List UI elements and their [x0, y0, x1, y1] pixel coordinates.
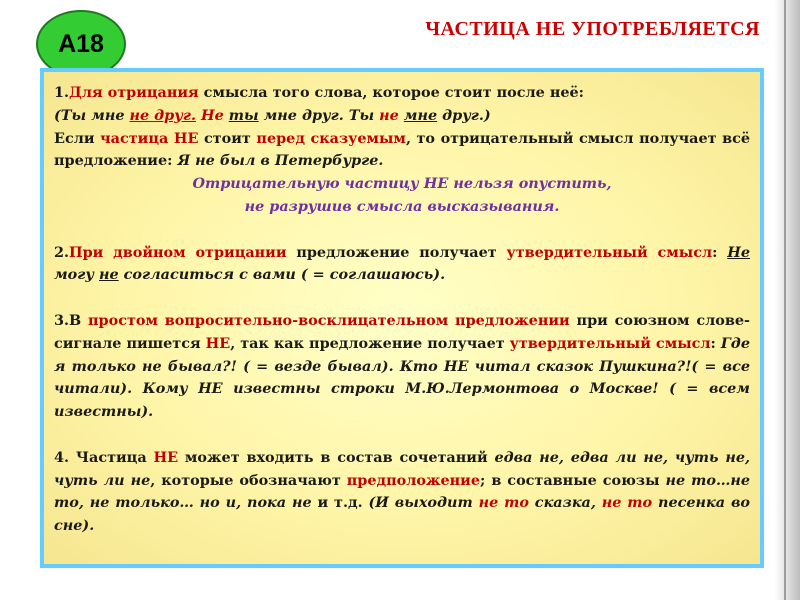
rule-paragraph: [54, 196, 750, 219]
text-run: не то…не то, не только… но и,: [54, 471, 750, 512]
text-run: :: [710, 334, 721, 352]
text-run: НЕ: [205, 334, 231, 352]
task-badge-label: А18: [58, 29, 104, 58]
text-run: утвердительный смысл: [509, 334, 711, 352]
rule-paragraph: [54, 242, 750, 288]
text-run: едва не, едва ли не, чуть не, чуть ли не: [54, 448, 750, 489]
text-run: , то отрицательный смысл получает всё предложение:: [54, 129, 751, 170]
slide-edge-decoration: [774, 0, 800, 600]
text-run: 3.В: [54, 311, 88, 329]
text-run: песенка во сне).: [54, 494, 750, 535]
rule-paragraph: [54, 310, 750, 424]
text-run: простом вопросительно-восклицательном предложении: [88, 311, 570, 329]
text-run: пока не: [246, 494, 312, 512]
text-run: Кто НЕ читал сказок Пушкина?!( = все читали). Кому НЕ известны строки М.Ю.Лермонтова о Москве! ( = всем известны).: [54, 357, 751, 421]
text-run: (И выходит: [368, 494, 479, 512]
text-run: могу: [54, 266, 99, 284]
paragraph-spacer: [54, 219, 750, 242]
text-run: предположение: [346, 471, 481, 489]
text-run: не: [99, 266, 119, 284]
text-run: ты: [228, 106, 259, 124]
text-run: :: [712, 243, 728, 261]
paragraph-spacer: [54, 424, 750, 447]
text-run: Если: [54, 129, 101, 147]
text-run: Для отрицания: [69, 84, 199, 101]
rules-panel: [40, 68, 764, 568]
text-run: Где я только не бывал?! ( = везде бывал).: [54, 334, 750, 375]
text-run: не разрушив смысла высказывания.: [244, 197, 560, 215]
text-run: перед сказуемым: [256, 129, 406, 147]
text-run: мне: [403, 106, 438, 124]
text-run: стоит: [198, 129, 257, 147]
paragraph-spacer: [54, 287, 750, 310]
text-run: , которые обозначают: [150, 471, 347, 489]
text-run: при союзном слове-сигнале пишется: [54, 311, 750, 352]
rule-paragraph: [54, 128, 750, 174]
text-run: НЕ: [153, 448, 179, 466]
text-run: Не: [727, 243, 750, 261]
rule-paragraph: [54, 173, 750, 196]
text-run: 2.: [54, 243, 70, 261]
text-run: Отрицательную частицу НЕ нельзя опустить,: [192, 175, 612, 193]
text-run: друг.): [437, 106, 491, 124]
slide-edge-line: [784, 0, 786, 600]
text-run: не: [379, 106, 404, 124]
text-run: может входить в состав сочетаний: [178, 448, 495, 466]
rule-paragraph: [54, 447, 750, 538]
text-run: ; в составные союзы: [480, 471, 666, 489]
text-run: Я не был в Петербурге.: [177, 152, 384, 170]
rule-paragraph: [54, 82, 750, 105]
rule-paragraph: [54, 105, 750, 128]
text-run: мне друг. Ты: [258, 106, 380, 124]
text-run: не друг.: [129, 106, 196, 124]
text-run: 4. Частица: [54, 448, 154, 466]
text-run: (Ты мне: [54, 106, 130, 124]
text-run: , так как предложение получает: [230, 334, 510, 352]
text-run: сказка,: [528, 494, 602, 512]
text-run: утвердительный смысл: [506, 243, 713, 261]
text-run: При двойном отрицании: [69, 243, 287, 261]
text-run: частица НЕ: [100, 129, 199, 147]
text-run: не то: [478, 494, 529, 512]
text-run: и т.д.: [311, 494, 369, 512]
slide-title: ЧАСТИЦА НЕ УПОТРЕБЛЯЕТСЯ: [425, 18, 760, 40]
text-run: Не: [200, 106, 229, 124]
text-run: предложение получает: [286, 243, 507, 261]
text-run: согласиться с вами ( = соглашаюсь).: [118, 266, 446, 284]
text-run: не то: [601, 494, 653, 512]
text-run: 1.: [54, 84, 70, 101]
text-run: смысла того слова, которое стоит после неё:: [198, 84, 584, 101]
